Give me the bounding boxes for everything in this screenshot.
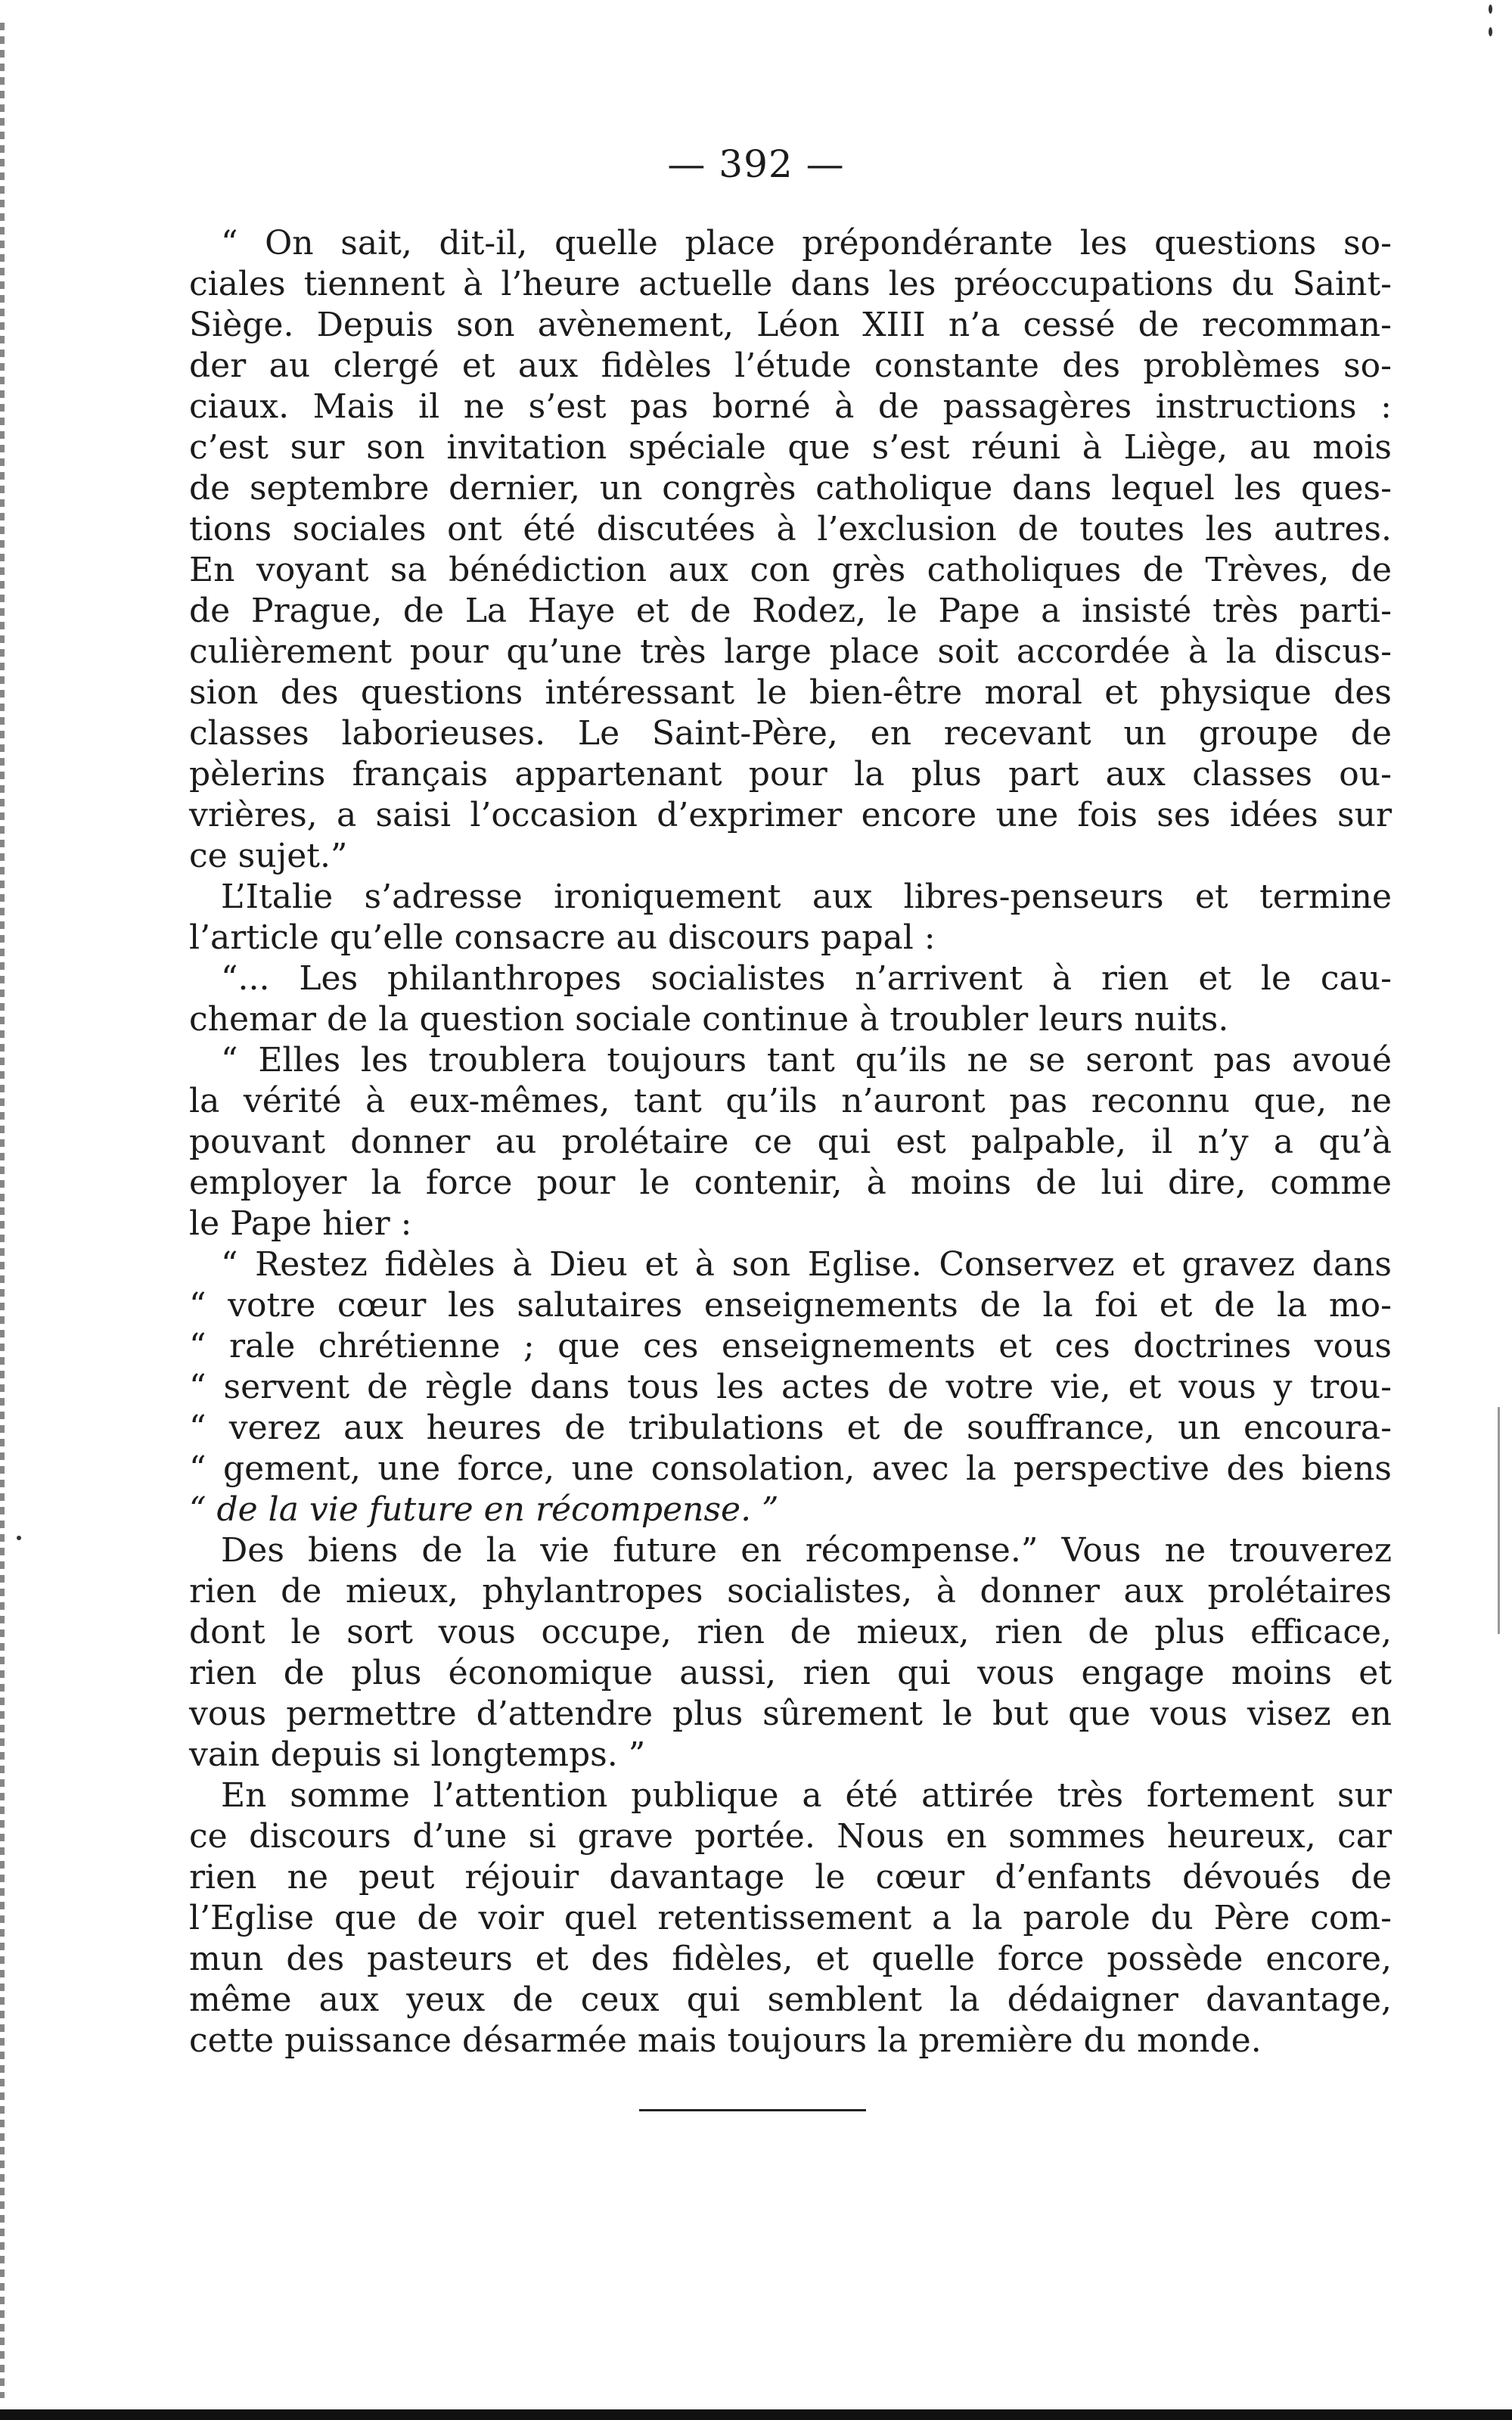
text-line: chemar de la question sociale continue à troubler leurs nuits. <box>189 1000 1229 1039</box>
text-line: der au clergé et aux fidèles l’étude constante des problèmes so- <box>189 346 1392 385</box>
text-line: culièrement pour qu’une très large place soit accordée à la discus- <box>189 632 1392 671</box>
section-end-rule <box>639 2109 866 2111</box>
text-line: vrières, a saisi l’occasion d’exprimer encore une fois ses idées sur <box>189 796 1392 834</box>
text-line: dont le sort vous occupe, rien de mieux, rien de plus efficace, <box>189 1613 1392 1651</box>
text-line: le Pape hier : <box>189 1204 412 1243</box>
text-line: ciaux. Mais il ne s’est pas borné à de passagères instructions : <box>189 387 1392 426</box>
text-line: “ On sait, dit-il, quelle place prépondérante les questions so- <box>221 224 1392 263</box>
text-line: ce sujet.” <box>189 837 348 875</box>
text-line: rien de mieux, phylantropes socialistes, à donner aux prolétaires <box>189 1572 1392 1611</box>
text-line: pouvant donner au prolétaire ce qui est palpable, il n’y a qu’à <box>189 1123 1392 1161</box>
body-text <box>189 223 1392 2061</box>
text-line: même aux yeux de ceux qui semblent la dédaigner davantage, <box>189 1980 1392 2019</box>
text-line: la vérité à eux-mêmes, tant qu’ils n’auront pas reconnu que, ne <box>189 1082 1392 1120</box>
text-line: mun des pasteurs et des fidèles, et quelle force possède encore, <box>189 1940 1392 1978</box>
text-line: ce discours d’une si grave portée. Nous en sommes heureux, car <box>189 1817 1392 1856</box>
text-line: classes laborieuses. Le Saint-Père, en recevant un groupe de <box>189 714 1392 753</box>
text-line: En somme l’attention publique a été attirée très fortement sur <box>221 1776 1392 1815</box>
text-line: c’est sur son invitation spéciale que s’est réuni à Liège, au mois <box>189 428 1392 467</box>
text-line: L’Italie s’adresse ironiquement aux libres-penseurs et termine <box>221 878 1392 916</box>
text-line: “ gement, une force, une consolation, avec la perspective des biens <box>189 1449 1392 1488</box>
text-line: l’Eglise que de voir quel retentissement a la parole du Père com- <box>189 1899 1392 1937</box>
text-line: “... Les philanthropes socialistes n’arrivent à rien et le cau- <box>221 959 1392 998</box>
text-line: “ servent de règle dans tous les actes de votre vie, et vous y trou- <box>189 1368 1392 1406</box>
scan-bottom-edge <box>0 2409 1512 2420</box>
text-line: “ de la vie future en récompense. ” <box>189 1490 779 1529</box>
scan-speck <box>1498 1407 1500 1634</box>
text-line: En voyant sa bénédiction aux con grès catholiques de Trèves, de <box>189 551 1392 589</box>
text-line: vous permettre d’attendre plus sûrement le but que vous visez en <box>189 1695 1392 1733</box>
text-line: “ rale chrétienne ; que ces enseignements et ces doctrines vous <box>189 1327 1392 1365</box>
text-line: “ verez aux heures de tribulations et de souffrance, un encoura- <box>189 1409 1392 1447</box>
text-line: tions sociales ont été discutées à l’exclusion de toutes les autres. <box>189 510 1392 548</box>
text-line: ciales tiennent à l’heure actuelle dans les préoccupations du Saint- <box>189 265 1392 303</box>
text-line: pèlerins français appartenant pour la plus part aux classes ou- <box>189 755 1392 794</box>
page-number: — 392 — <box>667 142 845 186</box>
scan-speck <box>1489 5 1492 14</box>
text-line: employer la force pour le contenir, à moins de lui dire, comme <box>189 1163 1392 1202</box>
text-line: “ Restez fidèles à Dieu et à son Eglise. Conservez et gravez dans <box>221 1245 1392 1284</box>
scan-speck <box>1489 27 1492 36</box>
text-line: rien de plus économique aussi, rien qui vous engage moins et <box>189 1654 1392 1692</box>
text-line: Des biens de la vie future en récompense.” Vous ne trouverez <box>221 1531 1392 1570</box>
text-line: Siège. Depuis son avènement, Léon XIII n’a cessé de recomman- <box>189 306 1392 344</box>
text-line: rien ne peut réjouir davantage le cœur d’enfants dévoués de <box>189 1858 1392 1897</box>
text-line: de Prague, de La Haye et de Rodez, le Pape a insisté très parti- <box>189 592 1392 630</box>
scan-speck <box>17 1536 21 1540</box>
text-line: vain depuis si longtemps. ” <box>189 1735 646 1774</box>
text-line: “ Elles les troublera toujours tant qu’ils ne se seront pas avoué <box>221 1041 1392 1080</box>
text-line: l’article qu’elle consacre au discours papal : <box>189 918 936 957</box>
text-line: sion des questions intéressant le bien-être moral et physique des <box>189 673 1392 712</box>
text-line: “ votre cœur les salutaires enseignements de la foi et de la mo- <box>189 1286 1392 1325</box>
text-line: de septembre dernier, un congrès catholique dans lequel les ques- <box>189 469 1392 508</box>
binding-edge <box>0 23 5 2398</box>
text-line: cette puissance désarmée mais toujours la première du monde. <box>189 2021 1262 2060</box>
